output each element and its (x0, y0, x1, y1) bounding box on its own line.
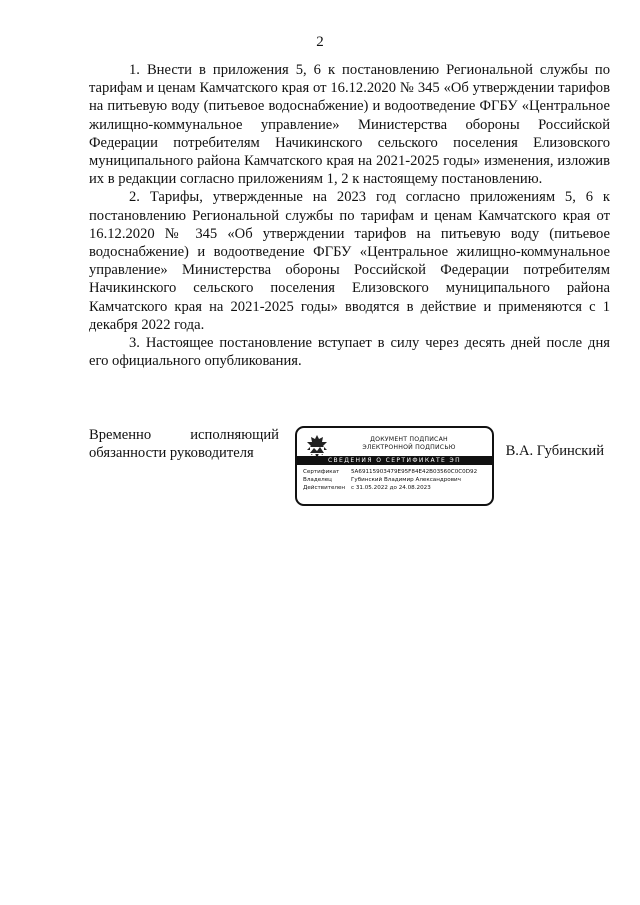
page-number: 2 (316, 34, 324, 50)
stamp-row (303, 484, 488, 492)
signature-block (89, 426, 610, 516)
stamp-value: с 31.05.2022 до 24.08.2023 (351, 485, 431, 491)
stamp-key: Действителен (303, 485, 346, 491)
stamp-certificate-header: СВЕДЕНИЯ О СЕРТИФИКАТЕ ЭП (297, 456, 492, 465)
stamp-title (339, 436, 479, 452)
stamp-row (303, 476, 488, 484)
stamp-title-line-2: ЭЛЕКТРОННОЙ ПОДПИСЬЮ (362, 444, 456, 451)
signer-role-word-1: Временно (89, 427, 152, 443)
stamp-details (303, 468, 488, 492)
electronic-signature-stamp (295, 426, 494, 506)
signer-role (89, 426, 279, 462)
stamp-key: Владелец (303, 477, 332, 483)
stamp-value: 5A69115903479E95F84E42B03560C0C0D92 (351, 469, 478, 475)
paragraph-2: 2. Тарифы, утвержденные на 2023 год согласно приложениям 5, 6 к постановлению Региональной службы по тарифам и ценам Камчатского края от 16.12.2020 № 345 «Об утверждении тарифов на питьевую воду (питьевое водоснабжение) и водоотведение ФГБУ «Центральное жилищно-коммунальное управление» Министерства обороны Российской Федерации потребителям Начикинского сельского поселения Елизовского муниципального района Камчатского края на 2021-2025 годы» вводятся в действие и применяются с 1 декабря 2022 года. (89, 189, 610, 333)
stamp-key: Сертификат (303, 469, 340, 475)
signer-role-line-2: обязанности руководителя (89, 445, 254, 461)
stamp-value: Губинский Владимир Александрович (351, 477, 461, 483)
paragraph-1: 1. Внести в приложения 5, 6 к постановлению Региональной службы по тарифам и ценам Камчатского края от 16.12.2020 № 345 «Об утверждении тарифов на питьевую воду (питьевое водоснабжение) и водоотведение ФГБУ «Центральное жилищно-коммунальное управление» Министерства обороны Российской Федерации потребителям Начикинского сельского поселения Елизовского муниципального района Камчатского края на 2021-2025 годы» изменения, изложив их в редакции согласно приложениям 1, 2 к настоящему постановлению. (89, 62, 610, 188)
paragraph-3: 3. Настоящее постановление вступает в силу через десять дней после дня его официального опубликования. (89, 335, 610, 370)
signer-name: В.А. Губинский (505, 443, 604, 459)
signer-role-word-2: исполняющий (190, 427, 279, 443)
document-body (89, 61, 610, 370)
stamp-row (303, 468, 488, 476)
stamp-title-line-1: ДОКУМЕНТ ПОДПИСАН (370, 436, 448, 443)
